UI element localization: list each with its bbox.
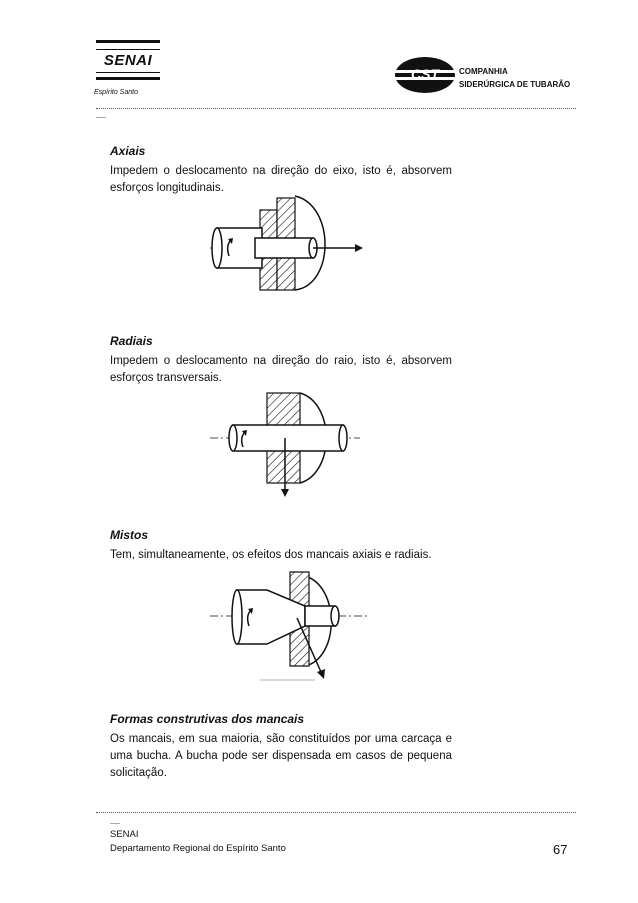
section-axiais: [110, 144, 145, 158]
section-text: Impedem o deslocamento na direção do raio, isto é, absorvem esforços transversais.: [110, 355, 452, 384]
header-rule: [96, 108, 576, 109]
company-line-1: COMPANHIA: [459, 67, 508, 76]
section-formas-construtivas: [110, 712, 304, 726]
section-radiais: [110, 334, 153, 348]
senai-region: Espírito Santo: [94, 89, 138, 96]
radial-bearing-figure: [205, 385, 365, 500]
axial-bearing-figure: [205, 190, 365, 300]
mixed-bearing-figure: [205, 568, 375, 683]
section-title: Axiais: [110, 144, 146, 158]
senai-logo-bar: [96, 77, 160, 80]
footer-small-mark: ___: [110, 818, 121, 824]
section-text: Tem, simultaneamente, os efeitos dos mancais axiais e radiais.: [110, 549, 432, 561]
section-mistos: [110, 528, 148, 542]
senai-logo-bar: [96, 40, 160, 43]
section-title: Mistos: [110, 528, 149, 542]
cst-logo-text: CST: [411, 66, 439, 82]
senai-logo-text: SENAI: [96, 49, 160, 73]
section-text: Impedem o deslocamento na direção do eixo, isto é, absorvem esforços longitudinais.: [110, 165, 452, 194]
header-small-mark: ___: [96, 112, 107, 118]
footer-department: Departamento Regional do Espírito Santo: [110, 843, 286, 854]
section-title: Radiais: [110, 334, 153, 348]
company-line-2: SIDERÚRGICA DE TUBARÃO: [459, 80, 571, 89]
page-number: 67: [553, 842, 568, 857]
senai-logo: [96, 40, 160, 80]
cst-logo: [393, 55, 457, 95]
footer-rule: [96, 812, 576, 813]
section-title: Formas construtivas dos mancais: [110, 712, 305, 726]
footer-organization: SENAI: [110, 829, 139, 840]
company-name: [459, 65, 570, 91]
section-text: Os mancais, em sua maioria, são constituídos por uma carcaça e uma bucha. A bucha pode ser dispensada em casos de pequena solicitação.: [110, 733, 452, 779]
